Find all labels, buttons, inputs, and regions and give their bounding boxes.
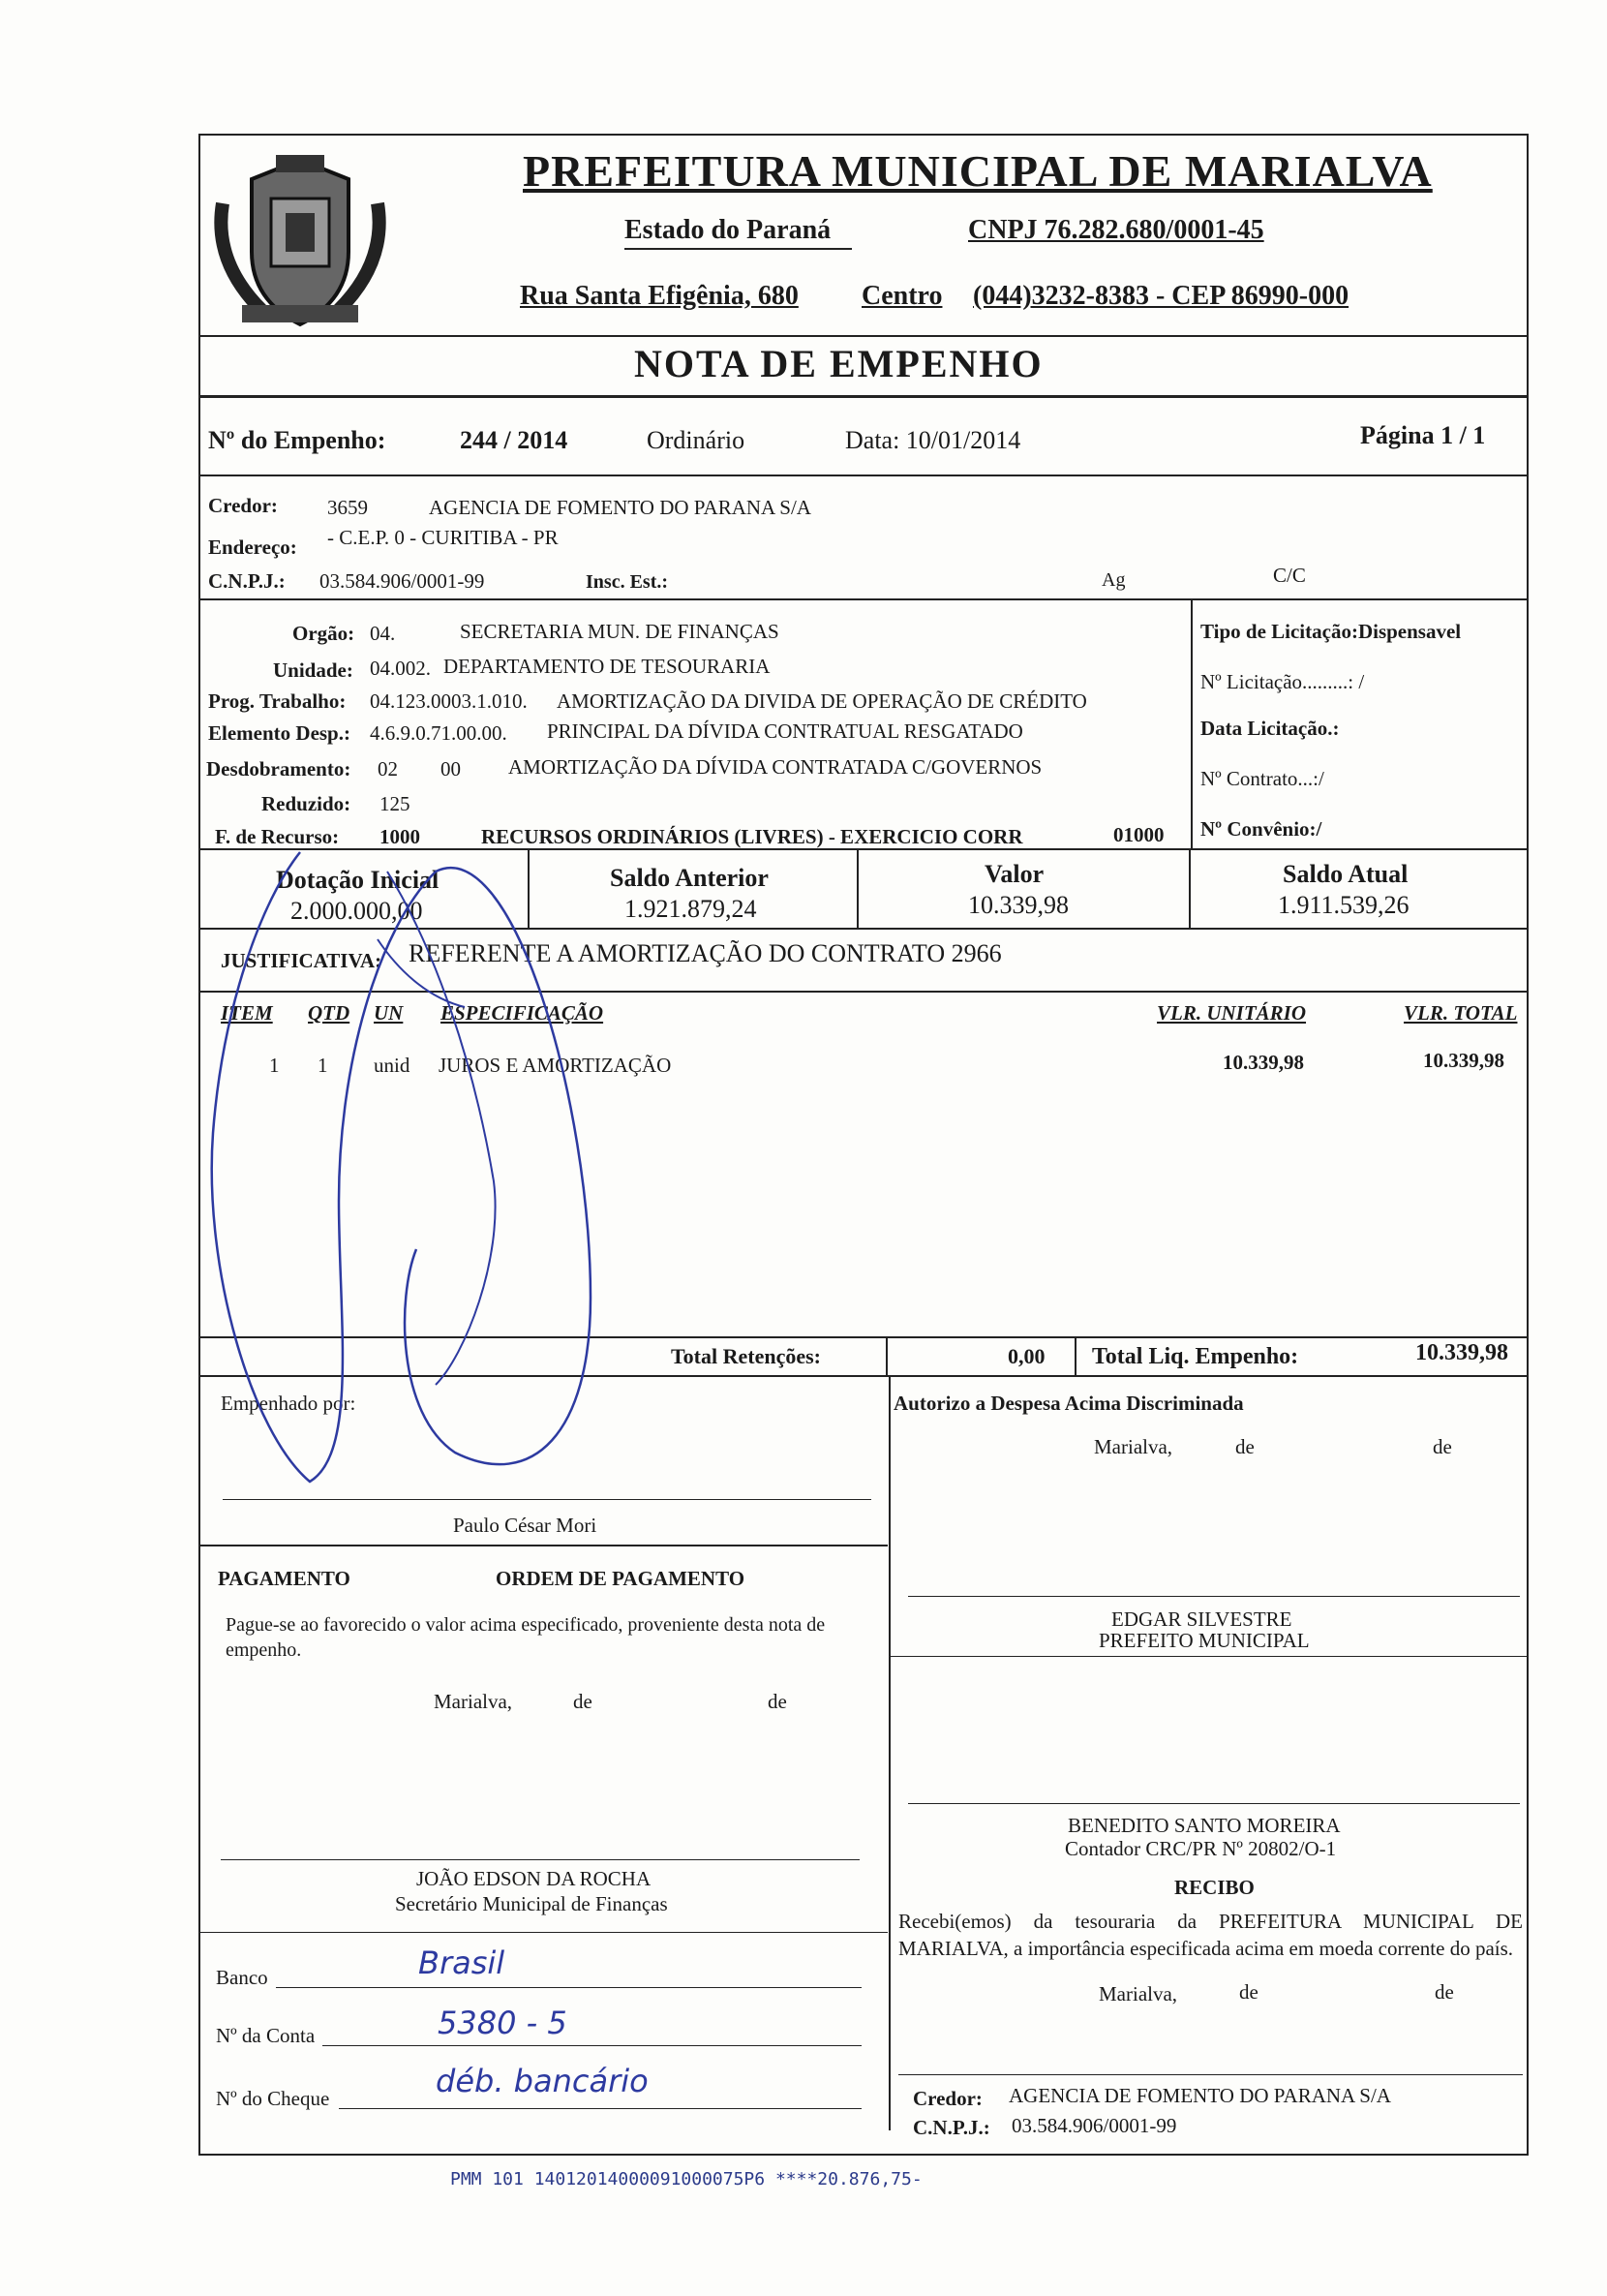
credor-name: AGENCIA DE FOMENTO DO PARANA S/A xyxy=(429,496,811,519)
signature-scribble-icon xyxy=(145,813,629,1491)
signature-line xyxy=(898,2074,1523,2075)
signature-line xyxy=(908,1596,1520,1597)
valor-label: Valor xyxy=(985,860,1045,888)
col-especificacao: ESPECIFICAÇÃO xyxy=(440,1001,604,1025)
pagamento-texto: Pague-se ao favorecido o valor acima especificado, proveniente desta nota de empenho. xyxy=(226,1614,826,1661)
row-qtd: 1 xyxy=(318,1054,328,1077)
saldo-atual-label: Saldo Atual xyxy=(1283,860,1409,888)
row-item: 1 xyxy=(269,1054,280,1077)
saldo-anterior-label: Saldo Anterior xyxy=(610,864,769,892)
empenho-number-label: Nº do Empenho: xyxy=(208,426,386,454)
elemento-code: 4.6.9.0.71.00.00. xyxy=(370,721,507,745)
signature-line xyxy=(908,1803,1520,1804)
recibo-de-1: de xyxy=(1239,1980,1258,2004)
recibo-credor-value: AGENCIA DE FOMENTO DO PARANA S/A xyxy=(1009,2084,1391,2107)
numero-convenio: Nº Convênio:/ xyxy=(1200,817,1322,841)
col-un: UN xyxy=(374,1001,404,1025)
pagamento-de-1: de xyxy=(573,1690,592,1713)
recibo-texto: Recebi(emos) da tesouraria da PREFEITURA MUNICIPAL DE MARIALVA, a importância especificada acima em moeda corrente do país. xyxy=(898,1910,1523,1960)
district-label: Centro xyxy=(862,281,943,311)
col-qtd: QTD xyxy=(308,1001,350,1025)
prog-label: Prog. Trabalho: xyxy=(208,689,347,713)
footer-code: PMM 101 14012014000091000075P6 ****20.876,75- xyxy=(450,2169,923,2189)
col-vlr-total: VLR. TOTAL xyxy=(1404,1001,1518,1025)
tipo-licitacao: Tipo de Licitação:Dispensavel xyxy=(1200,620,1462,643)
desdobramento-code: 02 xyxy=(378,757,398,781)
retencoes-value: 0,00 xyxy=(1008,1344,1046,1368)
endereco-label: Endereço: xyxy=(208,536,297,559)
empenhado-nome: Paulo César Mori xyxy=(453,1514,597,1537)
cnpj-label: CNPJ 76.282.680/0001-45 xyxy=(968,215,1264,245)
autorizo-de-2: de xyxy=(1433,1435,1452,1458)
numero-licitacao: Nº Licitação.........: / xyxy=(1200,670,1365,693)
fonte-recurso-name: RECURSOS ORDINÁRIOS (LIVRES) - EXERCICIO CORR xyxy=(481,825,1023,848)
divider xyxy=(198,335,1527,337)
empenho-date: Data: 10/01/2014 xyxy=(845,426,1021,454)
address-label: Rua Santa Efigênia, 680 xyxy=(520,281,799,311)
empenhado-label: Empenhado por: xyxy=(221,1392,356,1415)
credor-label: Credor: xyxy=(208,494,278,517)
divider xyxy=(1189,848,1191,928)
row-un: unid xyxy=(374,1054,410,1077)
unidade-label: Unidade: xyxy=(273,658,353,682)
endereco-value: - C.E.P. 0 - CURITIBA - PR xyxy=(327,526,559,549)
ordem-pagamento-label: ORDEM DE PAGAMENTO xyxy=(496,1567,745,1590)
pagamento-de-2: de xyxy=(768,1690,787,1713)
conta-label: Nº da Conta xyxy=(216,2024,316,2047)
empenho-number: 244 / 2014 xyxy=(460,426,568,454)
divider xyxy=(198,395,1527,398)
signature-line xyxy=(223,1499,871,1500)
valor-value: 10.339,98 xyxy=(968,891,1069,919)
ag-label: Ag xyxy=(1102,569,1126,591)
credor-cnpj-label: C.N.P.J.: xyxy=(208,569,286,593)
divider xyxy=(198,1545,888,1546)
reduzido-value: 125 xyxy=(379,792,410,815)
recibo-credor-label: Credor: xyxy=(913,2087,983,2110)
autorizo-de-1: de xyxy=(1235,1435,1255,1458)
unidade-code: 04.002. xyxy=(370,657,431,680)
desdobramento-label: Desdobramento: xyxy=(206,757,351,781)
desdobramento-code2: 00 xyxy=(440,757,461,781)
elemento-name: PRINCIPAL DA DÍVIDA CONTRATUAL RESGATADO xyxy=(547,719,1023,743)
institution-title: PREFEITURA MUNICIPAL DE MARIALVA xyxy=(523,146,1433,196)
orgao-label: Orgão: xyxy=(292,622,355,645)
unidade-name: DEPARTAMENTO DE TESOURARIA xyxy=(443,655,771,678)
divider xyxy=(1075,1336,1076,1375)
divider xyxy=(198,598,1527,600)
divider xyxy=(886,1336,888,1375)
document-title: NOTA DE EMPENHO xyxy=(634,342,1044,385)
credor-code: 3659 xyxy=(327,496,368,519)
dotacao-label: Dotação Inicial xyxy=(276,866,440,894)
coat-of-arms-icon xyxy=(203,145,397,339)
phone-label: (044)3232-8383 - CEP 86990-000 xyxy=(973,281,1349,311)
divider xyxy=(889,1375,891,2130)
col-vlr-unitario: VLR. UNITÁRIO xyxy=(1157,1001,1307,1025)
contador-cargo: Contador CRC/PR Nº 20802/O-1 xyxy=(1065,1837,1337,1860)
cheque-label: Nº do Cheque xyxy=(216,2087,330,2110)
contador-nome: BENEDITO SANTO MOREIRA xyxy=(1068,1814,1341,1837)
secretario-nome: JOÃO EDSON DA ROCHA xyxy=(416,1867,652,1890)
justificativa-text: REFERENTE A AMORTIZAÇÃO DO CONTRATO 2966 xyxy=(409,939,1002,967)
justificativa-label: JUSTIFICATIVA: xyxy=(221,949,382,972)
divider xyxy=(889,1656,1527,1657)
elemento-label: Elemento Desp.: xyxy=(208,721,350,745)
insc-label: Insc. Est.: xyxy=(586,571,669,593)
fonte-recurso-label: F. de Recurso: xyxy=(215,825,340,848)
fonte-recurso-num: 01000 xyxy=(1113,823,1165,846)
prefeito-nome: EDGAR SILVESTRE xyxy=(1111,1607,1292,1631)
orgao-code: 04. xyxy=(370,622,396,645)
reduzido-label: Reduzido: xyxy=(261,792,351,815)
credor-cnpj-value: 03.584.906/0001-99 xyxy=(319,569,485,593)
banco-value: Brasil xyxy=(418,1944,505,1981)
liquido-label: Total Liq. Empenho: xyxy=(1092,1344,1299,1369)
divider xyxy=(857,848,859,928)
pagamento-local: Marialva, xyxy=(434,1690,513,1713)
col-item: ITEM xyxy=(221,1001,273,1025)
prog-name: AMORTIZAÇÃO DA DIVIDA DE OPERAÇÃO DE CRÉDITO xyxy=(557,689,1087,713)
cheque-value: déb. bancário xyxy=(436,2063,649,2099)
signature-line xyxy=(221,1859,860,1860)
recibo-cnpj-value: 03.584.906/0001-99 xyxy=(1012,2114,1177,2137)
numero-contrato: Nº Contrato...:/ xyxy=(1200,767,1324,790)
row-especificacao: JUROS E AMORTIZAÇÃO xyxy=(439,1054,672,1077)
state-underline xyxy=(624,248,852,250)
row-vlr-unitario: 10.339,98 xyxy=(1223,1051,1304,1074)
banco-label: Banco xyxy=(216,1966,268,1989)
divider xyxy=(198,475,1527,476)
state-label: Estado do Paraná xyxy=(624,215,832,245)
desdobramento-name: AMORTIZAÇÃO DA DÍVIDA CONTRATADA C/GOVERNOS xyxy=(508,755,1043,779)
conta-underline xyxy=(322,2045,862,2046)
data-licitacao: Data Licitação.: xyxy=(1200,717,1340,740)
retencoes-label: Total Retenções: xyxy=(671,1344,821,1368)
recibo-local: Marialva, xyxy=(1099,1982,1178,2005)
cc-label: C/C xyxy=(1273,564,1306,587)
conta-value: 5380 - 5 xyxy=(438,2005,567,2041)
recibo-title: RECIBO xyxy=(1174,1876,1255,1899)
pagamento-label: PAGAMENTO xyxy=(218,1567,350,1590)
page-number: Página 1 / 1 xyxy=(1360,421,1486,449)
dotacao-value: 2.000.000,00 xyxy=(290,897,423,925)
empenho-type: Ordinário xyxy=(647,426,745,454)
divider xyxy=(1191,598,1193,848)
prog-code: 04.123.0003.1.010. xyxy=(370,689,528,713)
prefeito-cargo: PREFEITO MUNICIPAL xyxy=(1099,1629,1310,1652)
secretario-cargo: Secretário Municipal de Finanças xyxy=(395,1892,668,1915)
autorizo-local: Marialva, xyxy=(1094,1435,1173,1458)
fonte-recurso-code: 1000 xyxy=(379,825,420,848)
liquido-value: 10.339,98 xyxy=(1415,1340,1508,1365)
recibo-de-2: de xyxy=(1435,1980,1454,2004)
orgao-name: SECRETARIA MUN. DE FINANÇAS xyxy=(460,620,779,643)
saldo-atual-value: 1.911.539,26 xyxy=(1278,891,1410,919)
row-vlr-total: 10.339,98 xyxy=(1423,1049,1504,1072)
autorizo-label: Autorizo a Despesa Acima Discriminada xyxy=(894,1392,1244,1415)
banco-underline xyxy=(276,1987,862,1988)
saldo-anterior-value: 1.921.879,24 xyxy=(624,895,757,923)
cheque-underline xyxy=(339,2108,862,2109)
recibo-cnpj-label: C.N.P.J.: xyxy=(913,2116,990,2139)
divider xyxy=(198,1932,888,1933)
